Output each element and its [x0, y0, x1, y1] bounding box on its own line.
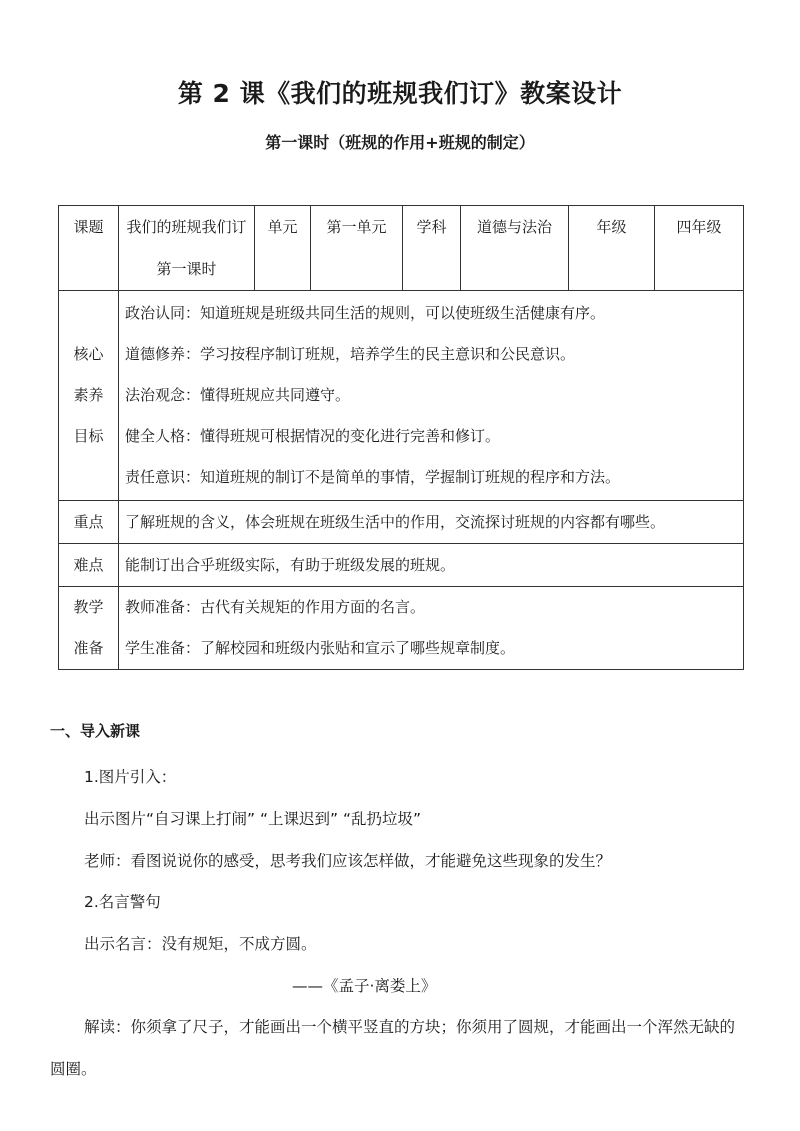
- grade-value: 四年级: [655, 206, 744, 291]
- core-label-line: 目标: [73, 427, 104, 445]
- core-label-line: 核心: [73, 345, 104, 363]
- core-goal-item: 法治观念：懂得班规应共同遵守。: [125, 386, 351, 404]
- core-label-line: 素养: [73, 386, 104, 404]
- grade-label: 年级: [569, 206, 655, 291]
- core-goals: [119, 291, 744, 501]
- prep-label-line: 准备: [73, 639, 104, 657]
- page-subtitle: 第一课时（班规的作用+班规的制定）: [265, 133, 535, 152]
- subject-label: 学科: [403, 206, 461, 291]
- table-row-core: [59, 291, 744, 501]
- unit-value: 第一单元: [311, 206, 403, 291]
- difficult-label: 难点: [59, 544, 119, 587]
- body-line: 老师：看图说说你的感受，思考我们应该怎样做，才能避免这些现象的发生？: [84, 852, 612, 870]
- subject-value: 道德与法治: [461, 206, 569, 291]
- body-line: 1.图片引入：: [84, 768, 177, 786]
- body-line: 出示图片“自习课上打闹” “上课迟到” “乱扔垃圾”: [84, 810, 422, 828]
- body-line: 出示名言：没有规矩，不成方圆。: [84, 935, 317, 953]
- difficult-text: 能制订出合乎班级实际，有助于班级发展的班规。: [119, 544, 744, 587]
- unit-label: 单元: [255, 206, 311, 291]
- prep-text: [119, 587, 744, 670]
- core-label: [59, 291, 119, 501]
- table-row-difficult: [59, 544, 744, 587]
- interpretation-paragraph: 解读：你须拿了尺子，才能画出一个横平竖直的方块；你须用了圆规，才能画出一个浑然无缺的圆圈。: [50, 1018, 736, 1078]
- page-title: 第 2 课《我们的班规我们订》教案设计: [177, 79, 623, 108]
- core-goal-item: 政治认同：知道班规是班级共同生活的规则，可以使班级生活健康有序。: [125, 304, 606, 322]
- topic-value: 我们的班规我们订 第一课时: [119, 206, 255, 291]
- key-label: 重点: [59, 501, 119, 544]
- topic-label: 课题: [59, 206, 119, 291]
- prep-label: [59, 587, 119, 670]
- core-goal-item: 责任意识：知道班规的制订不是简单的事情，学握制订班规的程序和方法。: [125, 468, 621, 486]
- table-row-header: [59, 206, 744, 291]
- table-row-prep: [59, 587, 744, 670]
- table-row-key: [59, 501, 744, 544]
- prep-label-line: 教学: [73, 598, 104, 616]
- quote-source: ——《孟子·离娄上》: [292, 977, 437, 995]
- key-text: 了解班规的含义，体会班规在班级生活中的作用，交流探讨班规的内容都有哪些。: [119, 501, 744, 544]
- lesson-plan-table: [58, 205, 744, 670]
- prep-item: 学生准备：了解校园和班级内张贴和宣示了哪些规章制度。: [125, 639, 516, 657]
- core-goal-item: 健全人格：懂得班规可根据情况的变化进行完善和修订。: [125, 427, 501, 445]
- body-line: 2.名言警句: [84, 893, 161, 911]
- section-heading: 一、导入新课: [50, 722, 141, 740]
- core-goal-item: 道德修养：学习按程序制订班规，培养学生的民主意识和公民意识。: [125, 345, 576, 363]
- prep-item: 教师准备：古代有关规矩的作用方面的名言。: [125, 598, 426, 616]
